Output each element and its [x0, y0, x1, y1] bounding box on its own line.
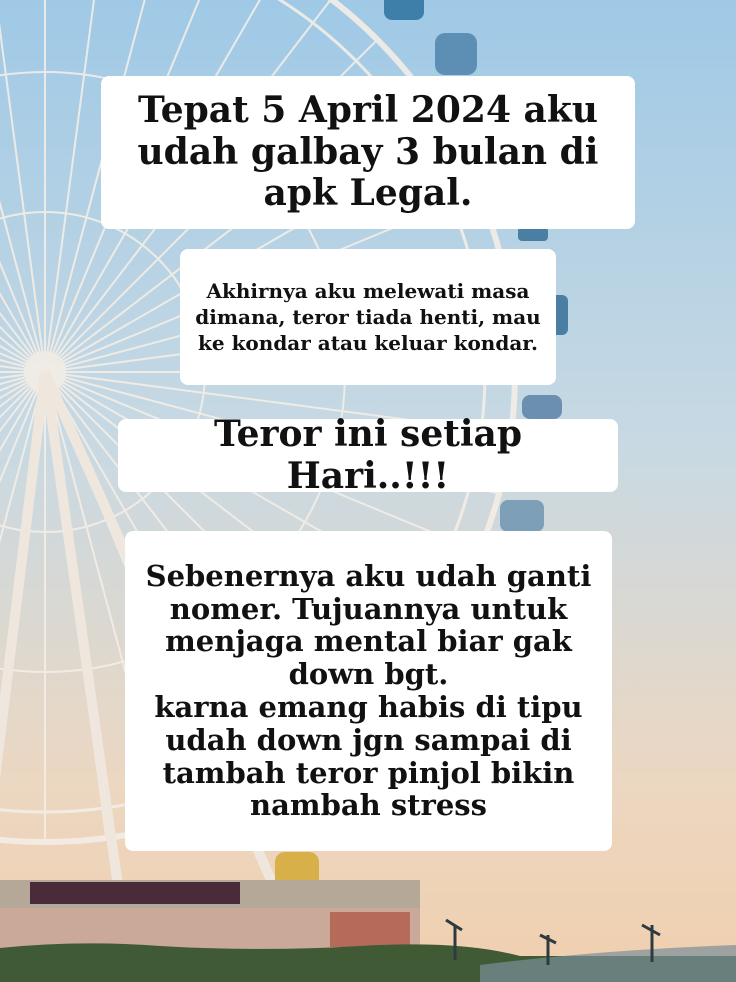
emphasis-card: [118, 413, 618, 497]
emphasis-text: Teror ini setiap Hari..!!!: [213, 413, 523, 497]
title-text: Tepat 5 April 2024 aku udah galbay 3 bulan di apk Legal.: [137, 89, 599, 215]
subtitle-text: Akhirnya aku melewati masa dimana, teror tiada henti, mau ke kondar atau keluar kondar.: [195, 279, 541, 355]
body-card: [125, 531, 612, 851]
body-text: Sebenernya aku udah ganti nomer. Tujuannya untuk menjaga mental biar gak down bgt. karna emang habis di tipu udah down jgn sampai di tambah teror pinjol bikin nambah stress: [145, 558, 592, 823]
subtitle-card: [180, 249, 556, 385]
title-card: [101, 76, 635, 229]
